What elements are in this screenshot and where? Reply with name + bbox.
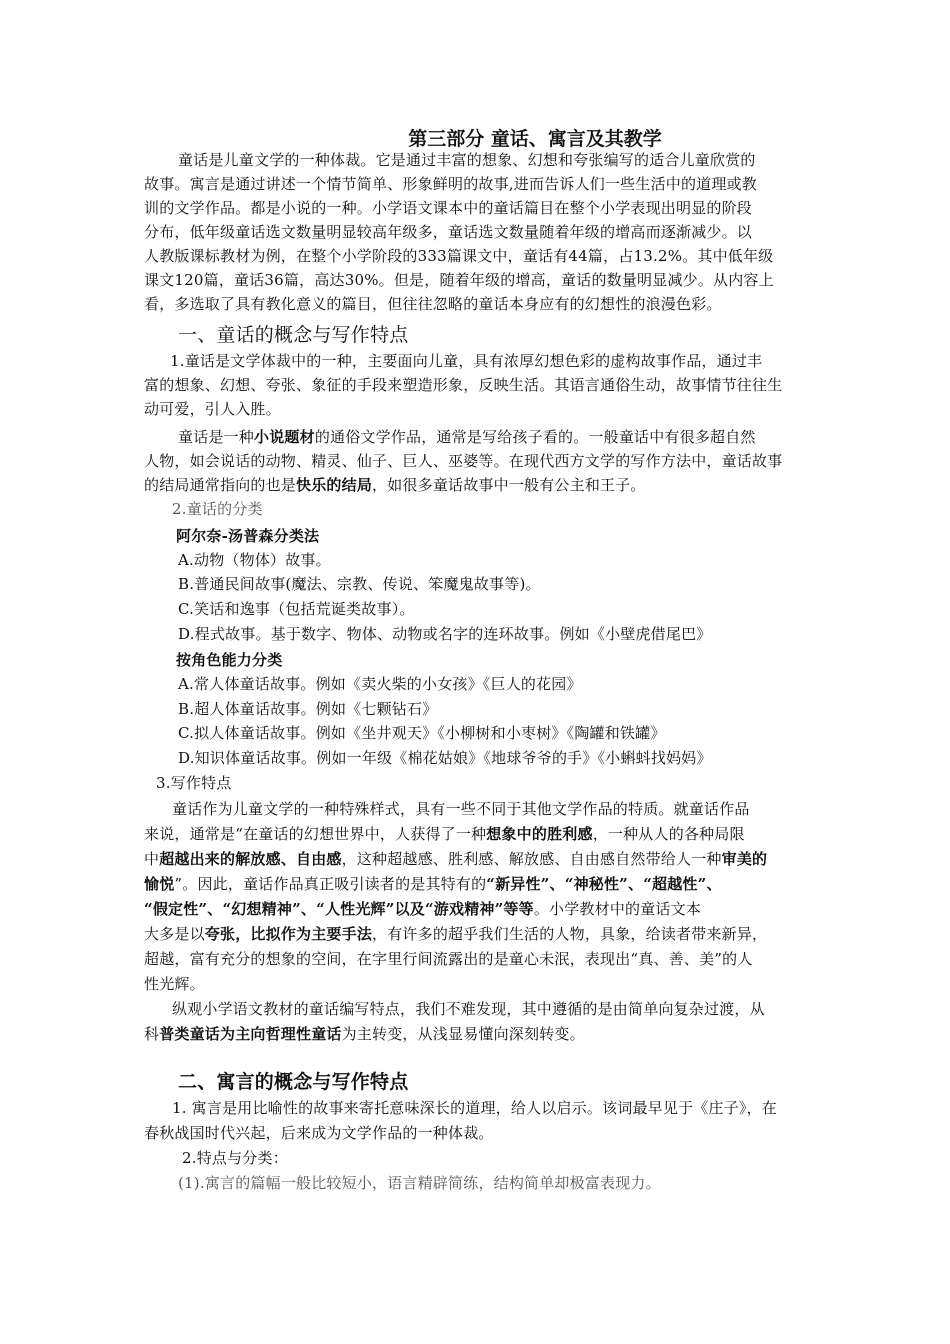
features-title: 3.写作特点 bbox=[156, 774, 232, 792]
fable-features-title: 2.特点与分类： bbox=[182, 1149, 288, 1167]
bold-span: 快乐的结局 bbox=[296, 476, 373, 494]
bold-span: 普类童话为主向哲理性童话 bbox=[159, 1025, 342, 1043]
text-span: 。小学教材中的童话文本 bbox=[533, 900, 702, 918]
bold-span: “假定性”、“幻想精神”、“人性光辉”以及“游戏精神”等等 bbox=[144, 900, 534, 918]
bold-span: 按角色能力分类 bbox=[176, 651, 283, 669]
list-item: D.程式故事。基于数字、物体、动物或名字的连环故事。例如《小壁虎借尾巴》 bbox=[178, 625, 712, 643]
bold-span: 想象中的胜利感 bbox=[486, 825, 593, 843]
text-line: 训的文学作品。都是小说的一种。小学语文课本中的童话篇目在整个小学表现出明显的阶段 bbox=[144, 199, 753, 217]
text-line bbox=[144, 825, 745, 843]
text-span: ，如很多童话故事中一般有公主和王子。 bbox=[372, 476, 646, 494]
text-line: 富的想象、幻想、夸张、象征的手段来塑造形象，反映生活。其语言通俗生动，故事情节往往生 bbox=[144, 376, 783, 394]
text-span: 童话是一种 bbox=[178, 428, 255, 446]
bold-span: 审美的 bbox=[721, 850, 768, 868]
text-span: ，有许多的超乎我们生活的人物，具象，给读者带来新异， bbox=[372, 925, 768, 943]
text-line bbox=[144, 875, 722, 893]
text-line: 超越，富有充分的想象的空间，在字里行间流露出的是童心未泯，表现出“真、善、美”的人 bbox=[144, 950, 753, 968]
text-span: 中 bbox=[144, 850, 160, 868]
section-heading-fairy-tale: 一、童话的概念与写作特点 bbox=[178, 324, 409, 346]
text-line: 人物，如会说话的动物、精灵、仙子、巨人、巫婆等。在现代西方文学的写作方法中，童话故事 bbox=[144, 452, 783, 470]
text-span: ”。因此，童话作品真正吸引读者的是其特有的 bbox=[174, 875, 487, 893]
text-line: 人教版课标教材为例，在整个小学阶段的333篇课文中，童话有44篇，占13.2%。其中低年级 bbox=[144, 247, 774, 265]
text-line: 看，多选取了具有教化意义的篇目，但往往忽略的童话本身应有的幻想性的浪漫色彩。 bbox=[144, 295, 722, 313]
list-item: C.笑话和逸事（包括荒诞类故事）。 bbox=[178, 600, 415, 618]
text-line bbox=[178, 428, 756, 446]
classification-heading bbox=[176, 651, 282, 669]
list-item: A.常人体童话故事。例如《卖火柴的小女孩》《巨人的花园》 bbox=[178, 675, 582, 693]
text-line bbox=[144, 900, 701, 918]
bold-span: “新异性”、“神秘性”、“超越性”、 bbox=[486, 875, 722, 893]
text-line bbox=[144, 850, 767, 868]
list-item: D.知识体童话故事。例如一年级《棉花姑娘》《地球爷爷的手》《小蝌蚪找妈妈》 bbox=[178, 749, 712, 767]
text-line: 童话是儿童文学的一种体裁。它是通过丰富的想象、幻想和夸张编写的适合儿童欣赏的 bbox=[178, 151, 756, 169]
text-line: 动可爱，引人入胜。 bbox=[144, 400, 281, 418]
text-span: 大多是以 bbox=[144, 925, 205, 943]
text-span: 为主转变，从浅显易懂向深刻转变。 bbox=[341, 1025, 585, 1043]
list-item: B.普通民间故事(魔法、宗教、传说、笨魔鬼故事等)。 bbox=[178, 575, 541, 593]
bold-span: 阿尔奈-汤普森分类法 bbox=[176, 527, 320, 545]
document-title: 第三部分 童话、寓言及其教学 bbox=[408, 128, 662, 150]
text-line bbox=[144, 1025, 585, 1043]
bold-span: 夸张，比拟作为主要手法 bbox=[204, 925, 373, 943]
list-item: (1).寓言的篇幅一般比较短小，语言精辟简练，结构简单却极富表现力。 bbox=[178, 1174, 661, 1192]
text-line: 性光辉。 bbox=[144, 975, 205, 993]
list-item: C.拟人体童话故事。例如《坐井观天》《小柳树和小枣树》《陶罐和铁罐》 bbox=[178, 724, 666, 742]
text-span: 的结局通常指向的也是 bbox=[144, 476, 297, 494]
text-line: 纵观小学语文教材的童话编写特点，我们不难发现，其中遵循的是由简单向复杂过渡，从 bbox=[172, 1000, 765, 1018]
section-heading-fable: 二、寓言的概念与写作特点 bbox=[178, 1071, 409, 1093]
text-span: ，一种从人的各种局限 bbox=[592, 825, 745, 843]
text-span: 科 bbox=[144, 1025, 160, 1043]
text-span: 的通俗文学作品，通常是写给孩子看的。一般童话中有很多超自然 bbox=[314, 428, 756, 446]
text-line: 春秋战国时代兴起，后来成为文学作品的一种体裁。 bbox=[144, 1124, 494, 1142]
text-span: ，这种超越感、胜利感、解放感、自由感自然带给人一种 bbox=[341, 850, 722, 868]
text-line bbox=[144, 925, 767, 943]
text-span: 来说，通常是“在童话的幻想世界中，人获得了一种 bbox=[144, 825, 487, 843]
text-line: 分布，低年级童话选文数量明显较高年级多，童话选文数量随着年级的增高而逐渐减少。以 bbox=[144, 223, 753, 241]
text-line: 童话作为儿童文学的一种特殊样式，具有一些不同于其他文学作品的特质。就童话作品 bbox=[172, 800, 750, 818]
text-line: 1. 寓言是用比喻性的故事来寄托意味深长的道理，给人以启示。该词最早见于《庄子》，在 bbox=[172, 1099, 777, 1117]
text-line: 1.童话是文学体裁中的一种，主要面向儿童，具有浓厚幻想色彩的虚构故事作品，通过丰 bbox=[170, 352, 763, 370]
classification-title: 2.童话的分类 bbox=[172, 500, 263, 518]
text-line: 课文120篇，童话36篇，高达30%。但是，随着年级的增高，童话的数量明显减少。从内容上 bbox=[144, 271, 774, 289]
list-item: B.超人体童话故事。例如《七颗钻石》 bbox=[178, 700, 438, 718]
bold-span: 超越出来的解放感、自由感 bbox=[159, 850, 342, 868]
bold-span: 愉悦 bbox=[144, 875, 175, 893]
list-item: A.动物（物体）故事。 bbox=[178, 551, 331, 569]
classification-heading bbox=[176, 527, 319, 545]
text-line bbox=[144, 476, 646, 494]
bold-span: 小说题材 bbox=[254, 428, 315, 446]
text-line: 故事。寓言是通过讲述一个情节简单、形象鲜明的故事,进而告诉人们一些生活中的道理或教 bbox=[144, 175, 757, 193]
